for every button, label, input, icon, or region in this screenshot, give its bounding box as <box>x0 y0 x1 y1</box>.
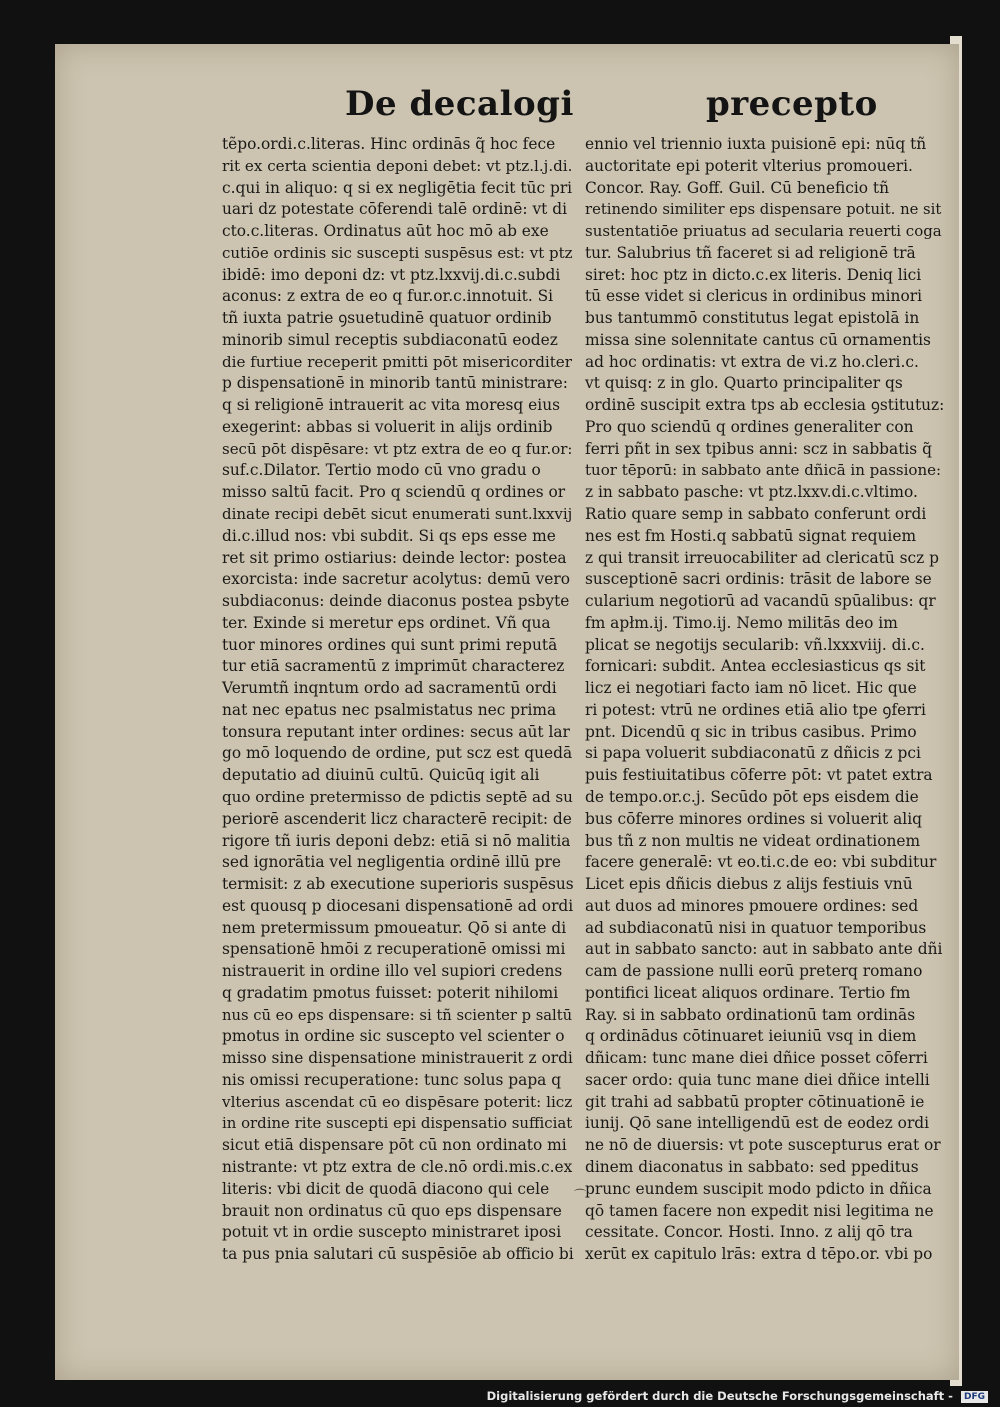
text-line: nem pretermissum pmoueatur. Qō si ante di <box>222 918 567 937</box>
text-line: Concor. Ray. Goff. Guil. Cū beneficio tñ <box>585 178 890 197</box>
text-line: Pro quo sciendū q ordines generaliter con <box>585 417 914 436</box>
text-line: qō tamen facere non expedit nisi legitima ne <box>585 1201 934 1220</box>
text-line: susceptionē sacri ordinis: trāsit de labore se <box>585 570 932 589</box>
text-line: nat nec epatus nec psalmistatus nec prima <box>222 700 557 719</box>
text-line: nes est fm Hosti.q sabbatū signat requiem <box>585 526 917 545</box>
text-line: est quousq p diocesani dispensationē ad ordi <box>222 896 574 915</box>
text-line: aut duos ad minores pmouere ordines: sed <box>585 896 919 915</box>
text-line: suf.c.Dilator. Tertio modo cū vno gradu o <box>222 461 541 480</box>
text-line: fornicari: subdit. Antea ecclesiasticus qs sit <box>585 657 926 676</box>
text-line: nistrante: vt ptz extra de cle.nō ordi.mis.c.ex <box>222 1157 573 1176</box>
text-line: brauit non ordinatus cū quo eps dispensare <box>222 1201 562 1220</box>
text-line: tur. Salubrius tñ faceret si ad religionē trā <box>585 243 916 262</box>
text-line: di.c.illud nos: vbi subdit. Si qs eps esse me <box>222 526 556 545</box>
text-line: tonsura reputant inter ordines: secus aūt lar <box>222 722 570 741</box>
text-line: ad hoc ordinatis: vt extra de vi.z ho.cleri.c. <box>585 352 919 371</box>
text-line: ta pus pnia salutari cū suspēsiōe ab officio bi <box>222 1245 574 1264</box>
text-line: tñ iuxta patrie ꝯsuetudinē quatuor ordinib <box>222 309 552 328</box>
text-line: sustentatiōe priuatus ad secularia reuerti coga <box>585 222 942 241</box>
text-line: sacer ordo: quia tunc mane diei dñice intelli <box>585 1070 930 1089</box>
text-line: pmotus in ordine sic suscepto vel scienter o <box>222 1027 565 1046</box>
text-line: quo ordine pretermisso de pdictis septē ad su <box>222 787 573 806</box>
text-line: ordinē suscipit extra tps ab ecclesia ꝯstitutuz: <box>585 396 945 415</box>
text-line: plicat se negotijs secularib: vñ.lxxxviij. di.c. <box>585 635 925 654</box>
text-line: git trahi ad sabbatū propter cōtinuationē ie <box>585 1092 925 1111</box>
running-head-left: De decalogi <box>345 84 574 124</box>
text-line: vt quisq: z in glo. Quarto principaliter qs <box>585 374 903 393</box>
text-line: tẽpo.ordi.c.literas. Hinc ordinās q̃ hoc fece <box>222 135 556 153</box>
text-line: minorib simul receptis subdiaconatū eodez <box>222 330 558 349</box>
text-line: q ordinādus cōtinuaret ieiuniū vsq in diem <box>585 1027 917 1046</box>
running-head-right: precepto <box>706 84 878 124</box>
text-line: cessitate. Concor. Hosti. Inno. z alij qō tra <box>585 1223 913 1242</box>
text-line: literis: vbi dicit de quodā diacono qui cele <box>222 1179 550 1198</box>
text-line: cam de passione nulli eorū preterq romano <box>585 962 923 981</box>
text-line: sicut etiā dispensare pōt cū non ordinato mi <box>222 1136 567 1155</box>
text-line: siret: hoc ptz in dicto.c.ex literis. Deniq lici <box>585 265 922 284</box>
text-line: termisit: z ab executione superioris suspēsus <box>222 875 574 894</box>
text-line: ferri pñt in sex tpibus anni: scz in sabbatis q̃ <box>585 439 932 458</box>
text-line: exegerint: abbas si voluerit in alijs ordinib <box>222 417 553 436</box>
text-line: rit ex certa scientia deponi debet: vt ptz.l.j.di. <box>222 156 573 175</box>
text-line: q gradatim pmotus fuisset: poterit nihilomi <box>222 983 559 1002</box>
text-line: go mō loquendo de ordine, put scz est quedā <box>222 744 573 763</box>
text-line: ennio vel triennio iuxta puisionē epi: nūq tñ <box>585 135 927 153</box>
text-line: Ray. si in sabbato ordinationū tam ordinās <box>585 1005 916 1024</box>
text-line: Licet epis dñicis diebus z alijs festiuis vnū <box>585 875 913 894</box>
digitization-credit <box>487 1389 988 1403</box>
text-line: tū esse videt si clericus in ordinibus minori <box>585 287 923 306</box>
text-line: dñicam: tunc mane diei dñice posset cōferri <box>585 1049 928 1068</box>
text-line: p dispensationē in minorib tantū ministrare: <box>222 374 568 393</box>
text-line: tuor minores ordines qui sunt primi reputā <box>222 635 558 654</box>
text-line: prunc eundem suscipit modo pdicto in dñica <box>585 1179 932 1198</box>
text-line: ter. Exinde si meretur eps ordinet. Vñ qua <box>222 613 551 632</box>
text-line: iunij. Qō sane intelligendū est de eodez ordi <box>585 1114 930 1133</box>
text-line: bus tantummō constitutus legat epistolā in <box>585 309 920 328</box>
text-line: secū pōt dispēsare: vt ptz extra de eo q fur.or: <box>222 439 573 458</box>
text-line: Verumtñ inqntum ordo ad sacramentū ordi <box>222 679 557 698</box>
text-line: fm apłm.ij. Timo.ij. Nemo militās deo im <box>585 613 898 632</box>
text-line: licz ei negotiari facto iam nō licet. Hic que <box>585 679 917 698</box>
text-line: pontifici liceat aliquos ordinare. Tertio fm <box>585 983 911 1002</box>
text-line: bus cōferre minores ordines si voluerit aliq <box>585 809 922 828</box>
text-line: subdiaconus: deinde diaconus postea psbyte <box>222 592 570 611</box>
text-line: uari dz potestate cōferendi talē ordinē: vt di <box>222 200 568 219</box>
text-line: Ratio quare semp in sabbato conferunt ordi <box>585 505 927 524</box>
text-line: q si religionē intrauerit ac vita moresq eius <box>222 396 561 415</box>
text-line: nus cū eo eps dispensare: si tñ scienter p saltū <box>222 1006 573 1024</box>
text-line: auctoritate epi poterit vlterius promoueri. <box>585 156 913 175</box>
credit-text: Digitalisierung gefördert durch die Deutsche Forschungsgemeinschaft - <box>486 1389 953 1403</box>
text-line: aconus: z extra de eo q fur.or.c.innotuit. Si <box>222 287 554 306</box>
text-line: ad subdiaconatū nisi in quatuor temporibus <box>585 918 927 937</box>
text-line: z qui transit irreuocabiliter ad clericatū scz p <box>585 548 939 567</box>
text-line: ret sit primo ostiarius: deinde lector: postea <box>222 548 567 567</box>
text-line: retinendo similiter eps dispensare potuit. ne sit <box>585 201 942 219</box>
text-line: ne nō de diuersis: vt pote suscepturus erat or <box>585 1136 941 1155</box>
text-line: ibidē: imo deponi dz: vt ptz.lxxvij.di.c.subdi <box>222 265 561 284</box>
text-line: nistrauerit in ordine illo vel supiori credens <box>222 962 563 981</box>
text-line: rigore tñ iuris deponi debz: etiā si nō malitia <box>222 831 571 850</box>
text-line: nis omissi recuperatione: tunc solus papa q <box>222 1070 562 1089</box>
text-line: deputatio ad diuinū cultū. Quicūq igit ali <box>222 766 540 785</box>
text-column-right <box>585 134 945 1264</box>
text-line: exorcista: inde sacretur acolytus: demū vero <box>222 570 571 589</box>
dfg-logo: DFG <box>961 1391 988 1403</box>
text-line: puis festiuitatibus cōferre pōt: vt patet extra <box>585 766 933 785</box>
text-line: die furtiue receperit pmitti pōt misericorditer <box>222 352 572 371</box>
text-line: missa sine solennitate cantus cū ornamentis <box>585 330 931 349</box>
text-line: bus tñ z non multis ne videat ordinationem <box>585 831 921 850</box>
text-line: in ordine rite suscepti epi dispensatio sufficiat <box>222 1114 573 1133</box>
text-line: aut in sabbato sancto: aut in sabbato ante dñi <box>585 940 943 959</box>
text-column-left <box>222 134 576 1264</box>
text-line: ri potest: vtrū ne ordines etiā alio tpe ꝯferri <box>585 700 926 719</box>
text-line: tuor tēporū: in sabbato ante dñicā in passione: <box>585 461 942 480</box>
text-line: misso saltū facit. Pro q sciendū q ordines or <box>222 483 566 502</box>
text-line: dinate recipi debēt sicut enumerati sunt.lxxvij <box>222 505 573 524</box>
text-line: facere generalē: vt eo.ti.c.de eo: vbi subditur <box>585 853 937 872</box>
text-line: sed ignorātia vel negligentia ordinē illū pre <box>222 853 561 872</box>
text-line: spensationē hmōi z recuperationē omissi mi <box>222 940 566 959</box>
text-line: xerūt ex capitulo lrās: extra d tēpo.or. vbi po <box>585 1245 933 1264</box>
text-line: cto.c.literas. Ordinatus aūt hoc mō ab exe <box>222 222 549 241</box>
ornament-mark: ⌒ <box>574 1188 587 1202</box>
text-line: de tempo.or.c.j. Secūdo pōt eps eisdem die <box>585 787 919 806</box>
text-line: c.qui in aliquo: q si ex negligētia fecit tūc pri <box>222 178 573 197</box>
text-line: potuit vt in ordie suscepto ministraret iposi <box>222 1223 562 1242</box>
text-line: pnt. Dicendū q sic in tribus casibus. Primo <box>585 722 917 741</box>
text-line: tur etiā sacramentū z imprimūt characterez <box>222 657 565 676</box>
text-line: si papa voluerit subdiaconatū z dñicis z pci <box>585 744 921 763</box>
text-line: cularium negotiorū ad vacandū spūalibus: qr <box>585 592 936 611</box>
text-line: vlterius ascendat cū eo dispēsare poterit: licz <box>222 1092 573 1111</box>
text-line: z in sabbato pasche: vt ptz.lxxv.di.c.vltimo. <box>585 483 918 502</box>
text-line: cutiōe ordinis sic suscepti suspēsus est: vt ptz <box>222 243 573 262</box>
text-line: dinem diaconatus in sabbato: sed ppeditus <box>585 1157 919 1176</box>
text-line: misso sine dispensatione ministrauerit z ordi <box>222 1049 573 1068</box>
text-line: periorē ascenderit licz characterē recipit: de <box>222 809 572 828</box>
